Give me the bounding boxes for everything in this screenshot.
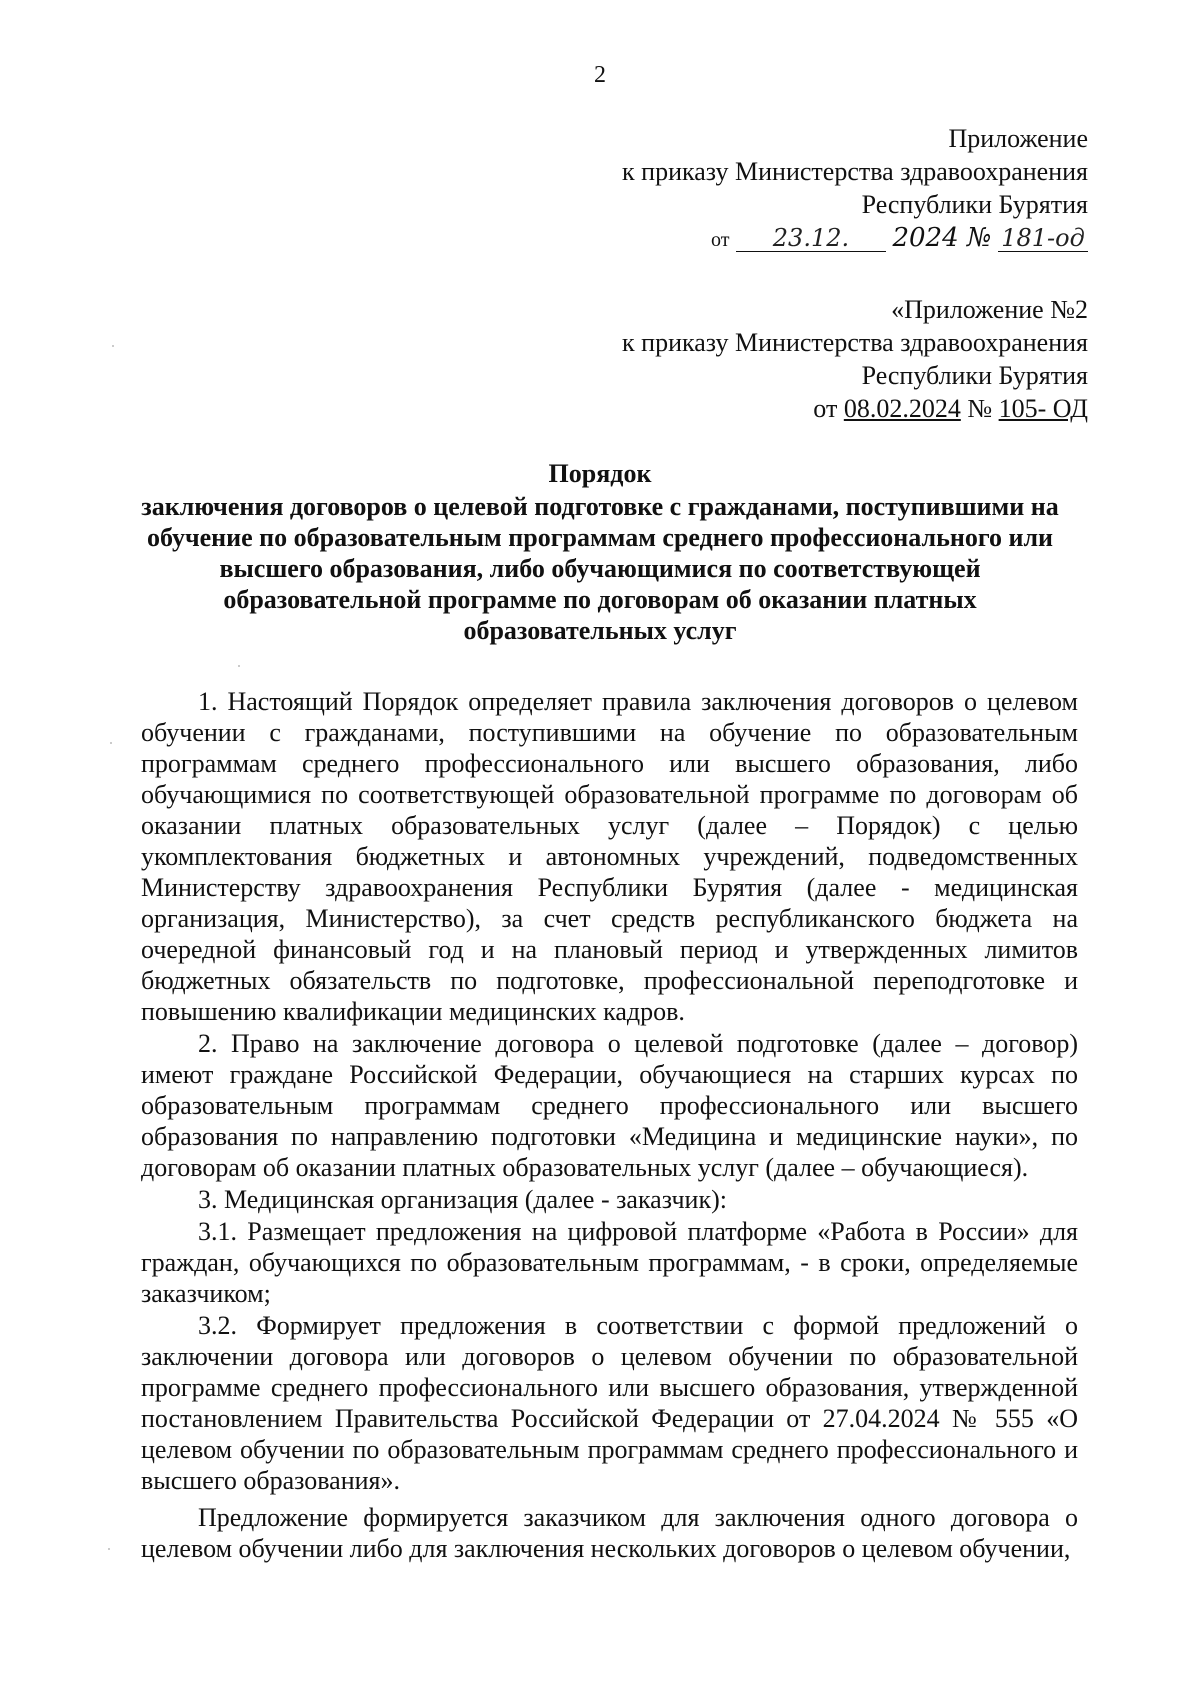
page-number: 2 (594, 62, 606, 88)
appendix-title: Приложение (948, 124, 1088, 153)
title-subtitle-line: образовательной программе по договорам об оказании платных (223, 585, 977, 614)
appendix-date-line (622, 221, 1088, 257)
document-body (141, 686, 1078, 1564)
order-date: 08.02.2024 (843, 394, 961, 423)
paragraph-2: 2. Право на заключение договора о целевой подготовке (далее – договор) имеют граждане Российской Федерации, обучающиеся на старших курсах по образовательным программам среднего профессионального или высшего образования по направлению подготовки «Медицина и медицинские науки», по договорам об оказании платных образовательных услуг (далее – обучающиеся). (141, 1029, 1078, 1182)
appendix-date-line (622, 392, 1088, 425)
appendix-header-current (622, 122, 1088, 257)
paragraph-3-1: 3.1. Размещает предложения на цифровой платформе «Работа в России» для граждан, обучающихся по образовательным программам, - в сроки, определяемые заказчиком; (141, 1217, 1078, 1308)
scan-speck (108, 1548, 110, 1550)
year-number-sign: 2024 № (892, 223, 992, 253)
appendix-order-ref: к приказу Министерства здравоохранения (622, 157, 1088, 186)
number-sign: № (967, 394, 993, 423)
date-prefix: от (813, 394, 838, 423)
appendix-region: Республики Бурятия (861, 190, 1088, 219)
date-prefix: от (710, 229, 730, 251)
handwritten-date: 23.12. (736, 225, 886, 252)
paragraph-offer: Предложение формируется заказчиком для заключения одного договора о целевом обучении либо для заключения нескольких договоров о целевом обучении, (141, 1503, 1078, 1563)
title-heading: Порядок (548, 459, 652, 488)
title-subtitle-line: заключения договоров о целевой подготовке с гражданами, поступившими на (141, 492, 1059, 521)
title-subtitle-line: обучение по образовательным программам среднего профессионального или (146, 523, 1054, 552)
paragraph-3: 3. Медицинская организация (далее - заказчик): (198, 1185, 727, 1214)
paragraph-3-2: 3.2. Формирует предложения в соответствии с формой предложений о заключении договора или договоров о целевом обучении по образовательной программе среднего профессионального или высшего образования, утвержденной постановлением Правительства Российской Федерации от 27.04.2024 № 555 «О целевом обучении по образовательным программам среднего профессионального и высшего образования». (141, 1311, 1078, 1495)
appendix-region: Республики Бурятия (861, 361, 1088, 390)
scan-speck (112, 345, 114, 347)
appendix-order-ref: к приказу Министерства здравоохранения (622, 328, 1088, 357)
paragraph-1: 1. Настоящий Порядок определяет правила заключения договоров о целевом обучении с гражданами, поступившими на обучение по образовательным программам среднего профессионального или высшего образования, либо обучающимися по соответствующей образовательной программе по договорам об оказании платных образовательных услуг (далее – Порядок) с целью укомплектования бюджетных и автономных учреждений, подведомственных Министерству здравоохранения Республики Бурятия (далее - медицинская организация, Министерство), за счет средств республиканского бюджета на очередной финансовый год и на плановый период и утвержденных лимитов бюджетных обязательств по подготовке, профессиональной переподготовке и повышению квалификации медицинских кадров. (141, 687, 1078, 1026)
appendix-title: «Приложение №2 (891, 295, 1088, 324)
scan-speck (238, 665, 240, 667)
title-subtitle-line: образовательных услуг (463, 616, 737, 645)
order-number: 105- ОД (998, 394, 1088, 423)
document-title (130, 458, 1070, 646)
title-subtitle-line: высшего образования, либо обучающимися по соответствующей (219, 554, 981, 583)
handwritten-order-number: 181-од (998, 225, 1088, 252)
appendix-header-previous (622, 293, 1088, 425)
scan-speck (110, 742, 112, 744)
